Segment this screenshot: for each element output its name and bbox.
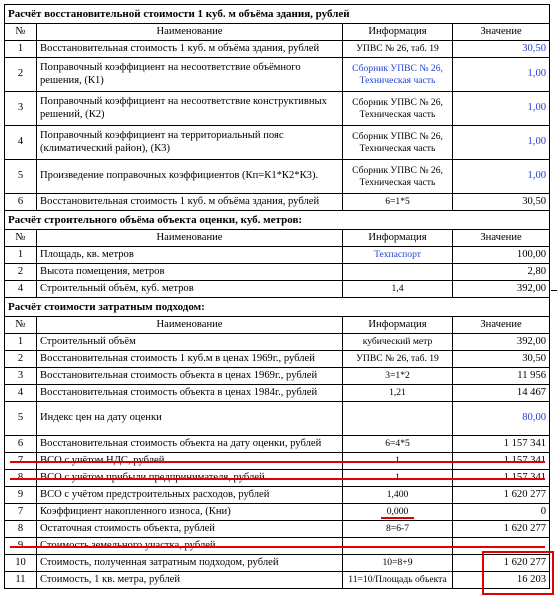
row-info: 8=6-7 xyxy=(343,521,453,538)
table-row xyxy=(5,247,550,264)
table-row xyxy=(5,264,550,281)
row-name: Поправочный коэффициент на территориальный пояс (климатический район), (К3) xyxy=(37,126,343,160)
table-row xyxy=(5,351,550,368)
row-info: 1,400 xyxy=(343,487,453,504)
row-info: 1 xyxy=(343,470,453,487)
row-number: 8 xyxy=(5,521,37,538)
row-number: 5 xyxy=(5,160,37,194)
row-number: 8 xyxy=(5,470,37,487)
column-header-value: Значение xyxy=(453,317,550,334)
table-row xyxy=(5,368,550,385)
row-name: Коэффициент накопленного износа, (Кни) xyxy=(37,504,343,521)
row-name: Восстановительная стоимость 1 куб. м объёма здания, рублей xyxy=(37,194,343,211)
column-header-value: Значение xyxy=(453,230,550,247)
row-info: 6=1*5 xyxy=(343,194,453,211)
section-title: Расчёт стоимости затратным подходом: xyxy=(5,298,550,317)
row-value: 16 203 xyxy=(453,572,550,589)
row-value: 1 620 277 xyxy=(453,555,550,572)
table-row xyxy=(5,281,550,298)
section-title-row xyxy=(5,5,550,24)
row-value: 1 157 341 xyxy=(453,453,550,470)
row-name: Произведение поправочных коэффициентов (Кп=К1*К2*К3). xyxy=(37,160,343,194)
row-name: Стоимость земельного участка, рублей xyxy=(37,538,343,555)
row-info: Сборник УПВС № 26, Техническая часть xyxy=(343,58,453,92)
table-row xyxy=(5,555,550,572)
row-number: 4 xyxy=(5,385,37,402)
strike-through-line xyxy=(10,546,545,548)
row-value: 14 467 xyxy=(453,385,550,402)
row-number: 2 xyxy=(5,58,37,92)
row-number: 6 xyxy=(5,194,37,211)
table-row xyxy=(5,160,550,194)
row-value: 1,00 xyxy=(453,92,550,126)
row-number: 2 xyxy=(5,351,37,368)
row-info: Техпаспорт xyxy=(343,247,453,264)
column-header-num: № xyxy=(5,317,37,334)
row-number: 9 xyxy=(5,487,37,504)
header-row xyxy=(5,317,550,334)
row-number: 1 xyxy=(5,247,37,264)
row-name: Площадь, кв. метров xyxy=(37,247,343,264)
table-row xyxy=(5,385,550,402)
column-header-name: Наименование xyxy=(37,230,343,247)
column-header-info: Информация xyxy=(343,24,453,41)
column-header-name: Наименование xyxy=(37,24,343,41)
row-name: Восстановительная стоимость объекта на дату оценки, рублей xyxy=(37,436,343,453)
column-header-info: Информация xyxy=(343,317,453,334)
row-info: 1,21 xyxy=(343,385,453,402)
row-value: 30,50 xyxy=(453,41,550,58)
row-name: Строительный объём, куб. метров xyxy=(37,281,343,298)
table-row xyxy=(5,402,550,436)
row-info: кубический метр xyxy=(343,334,453,351)
row-number: 1 xyxy=(5,334,37,351)
row-value: 392,00 xyxy=(453,334,550,351)
row-value: 1,00 xyxy=(453,58,550,92)
row-value: 1 620 277 xyxy=(453,521,550,538)
row-name: Строительный объём xyxy=(37,334,343,351)
row-value: 80,00 xyxy=(453,402,550,436)
row-value: 1 157 341 xyxy=(453,470,550,487)
row-name: Восстановительная стоимость объекта в ценах 1984г., рублей xyxy=(37,385,343,402)
underlined-info: 0,000 xyxy=(381,506,415,519)
row-number: 2 xyxy=(5,264,37,281)
row-value: 1 157 341 xyxy=(453,436,550,453)
row-info: 1,4 xyxy=(343,281,453,298)
row-name: ВСО с учётом НДС, рублей xyxy=(37,453,343,470)
row-name: ВСО с учётом предстроительных расходов, рублей xyxy=(37,487,343,504)
row-number: 10 xyxy=(5,555,37,572)
table-row xyxy=(5,572,550,589)
column-header-info: Информация xyxy=(343,230,453,247)
row-info: 1 xyxy=(343,453,453,470)
row-number: 5 xyxy=(5,402,37,436)
table-row xyxy=(5,436,550,453)
row-value: 0 xyxy=(453,504,550,521)
table-row xyxy=(5,521,550,538)
row-number: 1 xyxy=(5,41,37,58)
table-row xyxy=(5,126,550,160)
row-name: Поправочный коэффициент на несоответствие конструктивных решений, (К2) xyxy=(37,92,343,126)
row-number: 3 xyxy=(5,368,37,385)
table-row xyxy=(5,334,550,351)
section-title: Расчёт строительного объёма объекта оценки, куб. метров: xyxy=(5,211,550,230)
row-name: Индекс цен на дату оценки xyxy=(37,402,343,436)
row-value: 2,80 xyxy=(453,264,550,281)
row-number: 3 xyxy=(5,92,37,126)
table-row xyxy=(5,58,550,92)
row-info: 3=1*2 xyxy=(343,368,453,385)
row-info: Сборник УПВС № 26, Техническая часть xyxy=(343,92,453,126)
section-title-row xyxy=(5,211,550,230)
row-info xyxy=(343,402,453,436)
row-value: 30,50 xyxy=(453,194,550,211)
spreadsheet-sheet xyxy=(4,4,549,589)
valuation-table xyxy=(4,4,550,589)
row-name: ВСО с учётом прибыли предпринимателя, рублей xyxy=(37,470,343,487)
row-value: 100,00 xyxy=(453,247,550,264)
row-info: УПВС № 26, таб. 19 xyxy=(343,41,453,58)
row-info xyxy=(343,504,453,521)
strike-through-line xyxy=(10,478,545,480)
section-title: Расчёт восстановительной стоимости 1 куб. м объёма здания, рублей xyxy=(5,5,550,24)
row-info: 10=8+9 xyxy=(343,555,453,572)
header-row xyxy=(5,24,550,41)
row-value: 30,50 xyxy=(453,351,550,368)
row-name: Восстановительная стоимость 1 куб.м в ценах 1969г., рублей xyxy=(37,351,343,368)
row-name: Поправочный коэффициент на несоответствие объёмного решения, (К1) xyxy=(37,58,343,92)
row-name: Восстановительная стоимость 1 куб. м объёма здания, рублей xyxy=(37,41,343,58)
row-name: Остаточная стоимость объекта, рублей xyxy=(37,521,343,538)
row-value: 11 956 xyxy=(453,368,550,385)
row-number: 6 xyxy=(5,436,37,453)
row-name: Высота помещения, метров xyxy=(37,264,343,281)
row-info: Сборник УПВС № 26, Техническая часть xyxy=(343,126,453,160)
row-info: 11=10/Площадь объекта xyxy=(343,572,453,589)
table-row xyxy=(5,92,550,126)
row-name: Стоимость, 1 кв. метра, рублей xyxy=(37,572,343,589)
row-info: Сборник УПВС № 26, Техническая часть xyxy=(343,160,453,194)
row-number: 7 xyxy=(5,504,37,521)
column-header-value: Значение xyxy=(453,24,550,41)
section-title-row xyxy=(5,298,550,317)
strike-through-line xyxy=(10,461,545,463)
table-row xyxy=(5,487,550,504)
table-row xyxy=(5,41,550,58)
row-name: Восстановительная стоимость объекта в ценах 1969г., рублей xyxy=(37,368,343,385)
row-number: 7 xyxy=(5,453,37,470)
row-info: 6=4*5 xyxy=(343,436,453,453)
column-header-name: Наименование xyxy=(37,317,343,334)
row-value: 1 620 277 xyxy=(453,487,550,504)
column-header-num: № xyxy=(5,230,37,247)
table-row xyxy=(5,194,550,211)
header-row xyxy=(5,230,550,247)
row-info: УПВС № 26, таб. 19 xyxy=(343,351,453,368)
row-value: 392,00 xyxy=(453,281,550,298)
table-row xyxy=(5,504,550,521)
row-marker xyxy=(551,290,557,291)
row-number: 9 xyxy=(5,538,37,555)
row-number: 11 xyxy=(5,572,37,589)
row-value: 1,00 xyxy=(453,126,550,160)
row-info xyxy=(343,264,453,281)
row-name: Стоимость, полученная затратным подходом, рублей xyxy=(37,555,343,572)
row-value: 1,00 xyxy=(453,160,550,194)
column-header-num: № xyxy=(5,24,37,41)
row-number: 4 xyxy=(5,281,37,298)
row-number: 4 xyxy=(5,126,37,160)
